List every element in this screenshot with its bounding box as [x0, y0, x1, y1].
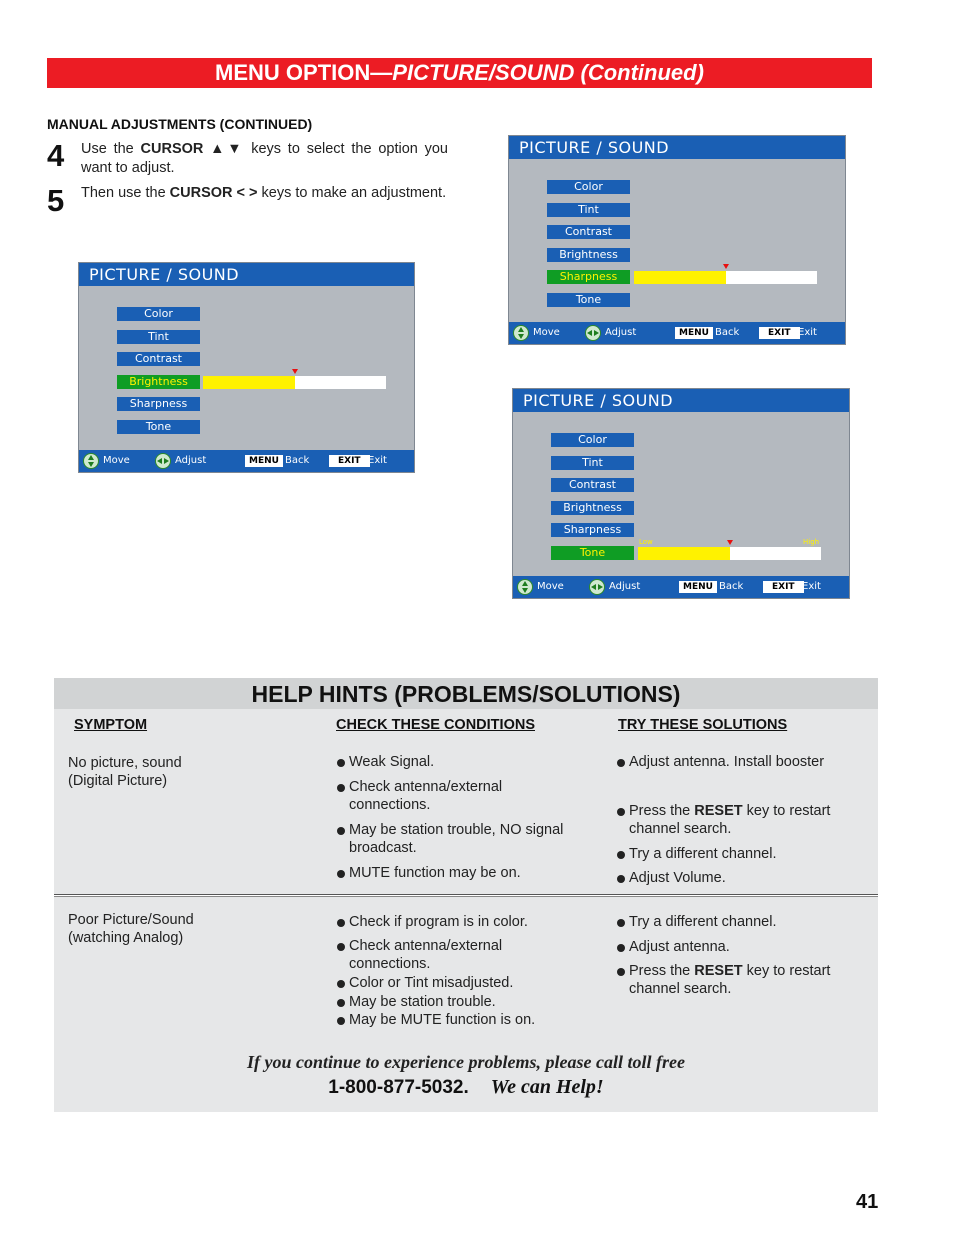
- symptom-cell: [68, 754, 182, 790]
- solution-text: key to restart channel search.: [629, 963, 831, 997]
- solution-text: Try a different channel.: [629, 846, 777, 862]
- menu-item-tint[interactable]: Tint: [547, 203, 630, 217]
- condition-item: Check antenna/external connections.: [336, 778, 536, 814]
- solution-item: [616, 913, 861, 931]
- back-label: Back: [719, 581, 744, 592]
- symptom-line: Poor Picture/Sound: [68, 912, 194, 928]
- column-header-conditions: CHECK THESE CONDITIONS: [336, 717, 535, 733]
- phone-number: 1-800-877-5032.: [328, 1077, 469, 1098]
- move-label: Move: [533, 327, 560, 338]
- level-bar[interactable]: [634, 271, 817, 284]
- exit-label: Exit: [798, 327, 817, 338]
- menu-item-tint[interactable]: Tint: [117, 330, 200, 344]
- manual-adjustments-heading: MANUAL ADJUSTMENTS (CONTINUED): [47, 116, 313, 132]
- solution-item: [616, 938, 861, 956]
- solution-text: Adjust antenna. Install booster: [629, 754, 825, 770]
- menu-item-tint[interactable]: Tint: [551, 456, 634, 470]
- move-arrows-icon: [83, 453, 99, 469]
- screen-title: PICTURE / SOUND: [509, 136, 845, 159]
- solution-text: Adjust Volume.: [629, 870, 726, 886]
- solution-text: Adjust antenna.: [629, 939, 730, 955]
- step-5-text: [81, 184, 448, 203]
- symptom-line: (Digital Picture): [68, 773, 168, 789]
- banner-title: MENU OPTION—: [215, 60, 393, 85]
- menu-item-brightness[interactable]: Brightness: [117, 375, 200, 389]
- exit-key: EXIT: [329, 455, 370, 467]
- condition-item: MUTE function may be on.: [336, 864, 601, 882]
- step-5-post: keys to make an adjustment.: [257, 185, 447, 201]
- contact-line: If you continue to experience problems, please call toll free: [247, 1052, 685, 1072]
- reset-key-text: RESET: [694, 803, 743, 819]
- exit-label: Exit: [802, 581, 821, 592]
- help-hints-box: [54, 678, 878, 1112]
- menu-item-brightness[interactable]: Brightness: [547, 248, 630, 262]
- menu-key: MENU: [679, 581, 717, 593]
- menu-item-color[interactable]: Color: [547, 180, 630, 194]
- reset-key-text: RESET: [694, 963, 743, 979]
- condition-item: May be MUTE function is on.: [336, 1011, 601, 1029]
- condition-item: Weak Signal.: [336, 753, 601, 771]
- condition-item: May be station trouble.: [336, 993, 601, 1011]
- menu-item-sharpness[interactable]: Sharpness: [117, 397, 200, 411]
- solution-text: Press the: [629, 963, 695, 979]
- help-phrase: We can Help!: [490, 1076, 604, 1098]
- condition-item: May be station trouble, NO signal broadcast.: [336, 821, 601, 857]
- menu-items: [551, 433, 634, 568]
- move-label: Move: [103, 455, 130, 466]
- adjust-label: Adjust: [609, 581, 641, 592]
- condition-item: Color or Tint misadjusted.: [336, 974, 601, 992]
- screen-title: PICTURE / SOUND: [79, 263, 414, 286]
- solution-item: [616, 962, 861, 998]
- condition-item: Check if program is in color.: [336, 913, 601, 931]
- low-label: Low: [639, 538, 653, 546]
- solution-text: Try a different channel.: [629, 914, 777, 930]
- menu-item-sharpness[interactable]: Sharpness: [551, 523, 634, 537]
- symptom-cell: [68, 911, 194, 947]
- adjust-label: Adjust: [605, 327, 637, 338]
- condition-item: Check antenna/external connections.: [336, 937, 536, 973]
- menu-item-brightness[interactable]: Brightness: [551, 501, 634, 515]
- banner-title-italic: PICTURE/SOUND (Continued): [392, 60, 704, 85]
- menu-item-contrast[interactable]: Contrast: [117, 352, 200, 366]
- contact-phone-line: [54, 1076, 878, 1099]
- help-hints-title: HELP HINTS (PROBLEMS/SOLUTIONS): [54, 678, 878, 709]
- adjust-arrows-icon: [155, 453, 171, 469]
- menu-item-contrast[interactable]: Contrast: [547, 225, 630, 239]
- symptom-line: No picture, sound: [68, 755, 182, 771]
- column-header-symptom: SYMPTOM: [74, 717, 148, 733]
- screen-footer: [79, 450, 414, 472]
- back-label: Back: [285, 455, 310, 466]
- move-arrows-icon: [517, 579, 533, 595]
- step-4-key: CURSOR ▲▼: [140, 141, 245, 157]
- solution-item: [616, 845, 861, 863]
- column-header-solutions: TRY THESE SOLUTIONS: [618, 717, 788, 733]
- menu-items: [547, 180, 630, 315]
- level-marker-icon: [292, 369, 298, 374]
- menu-items: [117, 307, 200, 442]
- menu-item-tone[interactable]: Tone: [551, 546, 634, 560]
- menu-screen-sharpness: [508, 135, 846, 345]
- solution-text: Press the: [629, 803, 695, 819]
- level-marker-icon: [723, 264, 729, 269]
- menu-item-color[interactable]: Color: [117, 307, 200, 321]
- move-label: Move: [537, 581, 564, 592]
- step-5-key: CURSOR < >: [169, 185, 258, 201]
- menu-key: MENU: [245, 455, 283, 467]
- page-number: 41: [856, 1191, 879, 1213]
- step-5-pre: Then use the: [81, 185, 170, 201]
- level-bar[interactable]: [638, 547, 821, 560]
- section-banner: [47, 58, 872, 88]
- solution-item: [616, 802, 861, 838]
- menu-item-sharpness[interactable]: Sharpness: [547, 270, 630, 284]
- adjust-label: Adjust: [175, 455, 207, 466]
- menu-screen-tone: [512, 388, 850, 599]
- step-number-5: 5: [47, 183, 65, 218]
- menu-item-tone[interactable]: Tone: [117, 420, 200, 434]
- level-fill: [638, 547, 730, 560]
- adjust-arrows-icon: [589, 579, 605, 595]
- exit-key: EXIT: [763, 581, 804, 593]
- step-4-post: keys to select the option you want to adjust.: [81, 141, 448, 176]
- step-number-4: 4: [47, 138, 65, 173]
- symptom-line: (watching Analog): [68, 930, 184, 946]
- menu-item-color[interactable]: Color: [551, 433, 634, 447]
- menu-item-contrast[interactable]: Contrast: [551, 478, 634, 492]
- screen-title: PICTURE / SOUND: [513, 389, 849, 412]
- adjust-arrows-icon: [585, 325, 601, 341]
- back-label: Back: [715, 327, 740, 338]
- move-arrows-icon: [513, 325, 529, 341]
- solution-item: [616, 753, 878, 771]
- menu-item-tone[interactable]: Tone: [547, 293, 630, 307]
- solution-text: key to restart channel search.: [629, 803, 831, 837]
- level-fill: [634, 271, 726, 284]
- row-divider: [54, 894, 878, 897]
- screen-footer: [513, 576, 849, 598]
- menu-screen-brightness: [78, 262, 415, 473]
- menu-key: MENU: [675, 327, 713, 339]
- step-4-pre: Use the: [81, 141, 141, 157]
- exit-key: EXIT: [759, 327, 800, 339]
- level-fill: [203, 376, 295, 389]
- exit-label: Exit: [368, 455, 387, 466]
- high-label: High: [803, 538, 820, 546]
- level-marker-icon: [727, 540, 733, 545]
- level-bar[interactable]: [203, 376, 386, 389]
- solution-item: [616, 869, 861, 887]
- screen-footer: [509, 322, 845, 344]
- step-4-text: [81, 140, 448, 178]
